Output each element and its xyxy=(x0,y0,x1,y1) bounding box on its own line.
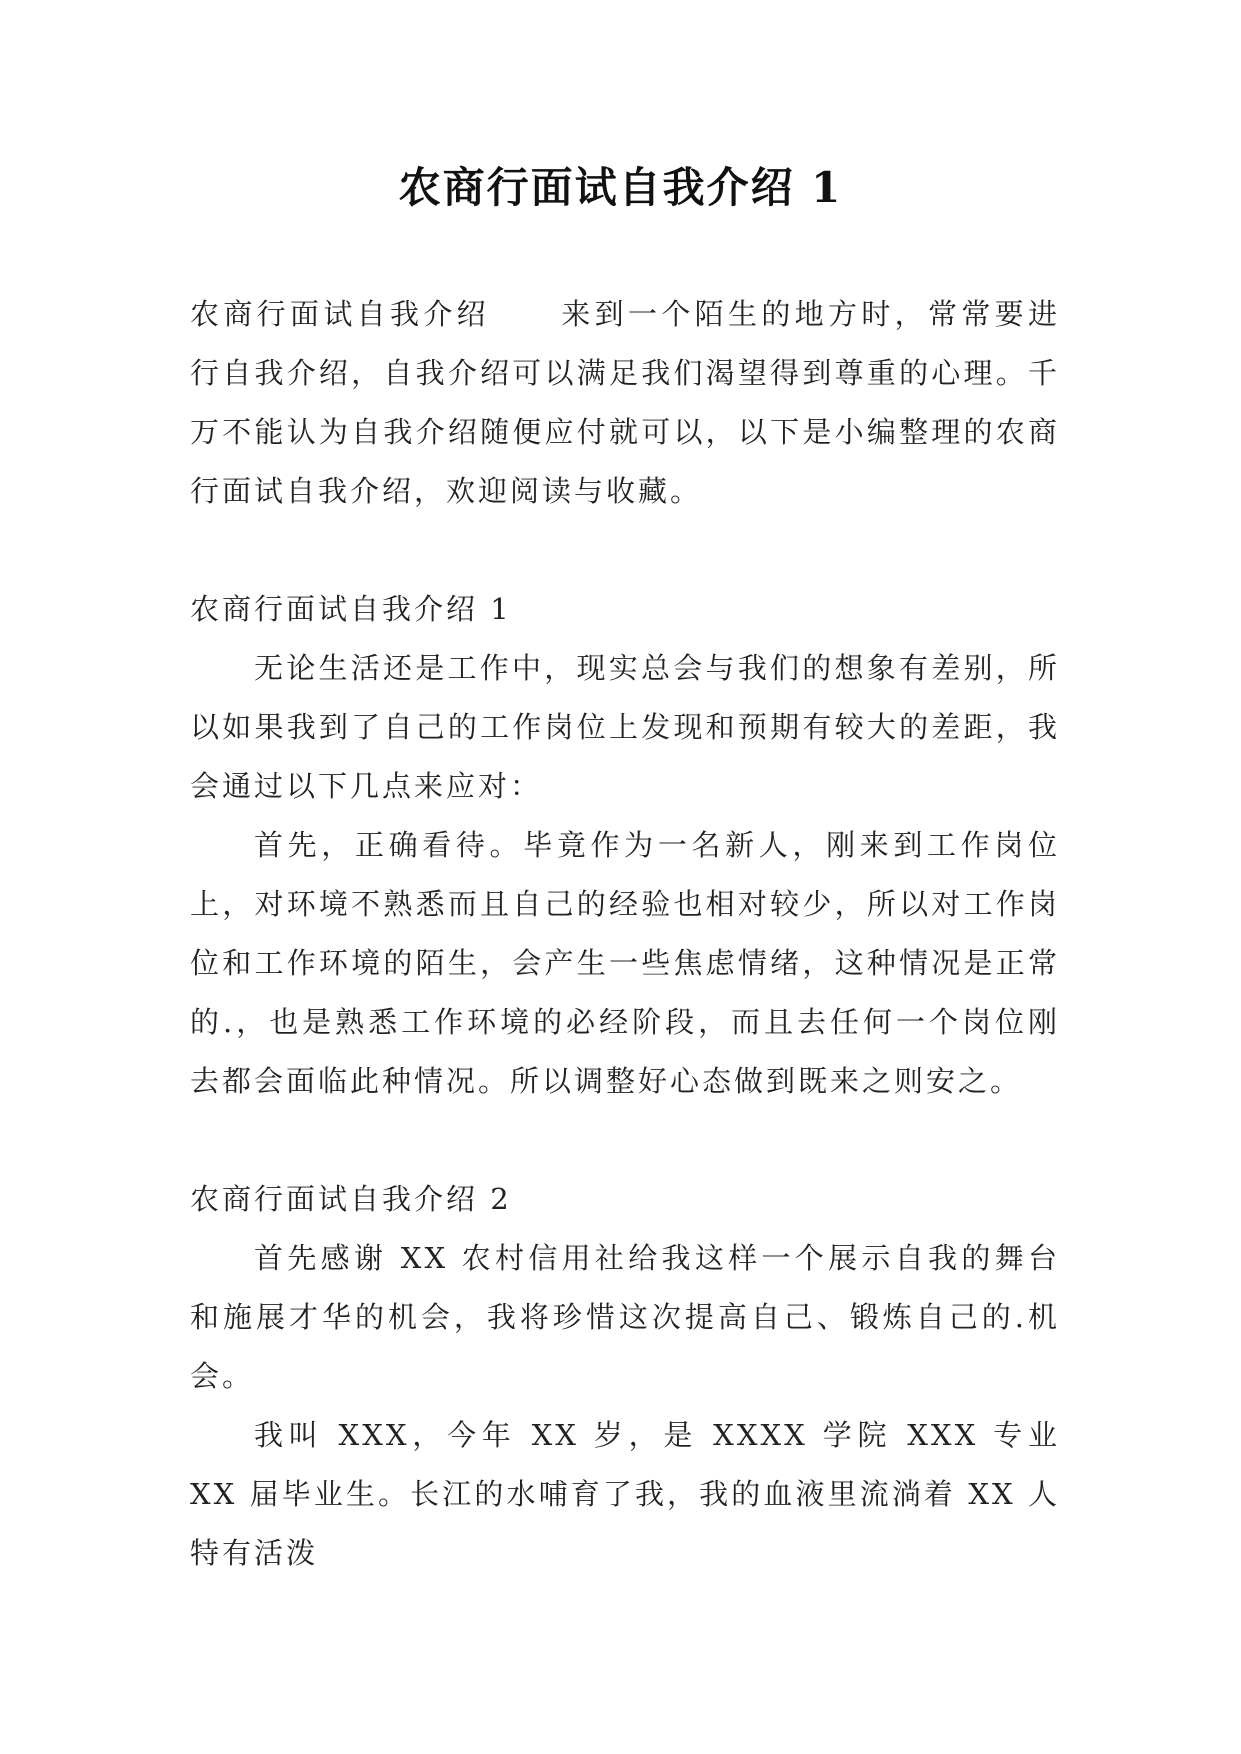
intro-lead: 农商行面试自我介绍 xyxy=(190,297,490,331)
section-2-heading: 农商行面试自我介绍 2 xyxy=(190,1182,512,1216)
document-body xyxy=(190,285,1060,1583)
section-1-paragraph-2: 首先，正确看待。毕竟作为一名新人，刚来到工作岗位上，对环境不熟悉而且自己的经验也相对较少，所以对工作岗位和工作环境的陌生，会产生一些焦虑情绪，这种情况是正常的.，也是熟悉工作环境的必经阶段，而且去任何一个岗位刚去都会面临此种情况。所以调整好心态做到既来之则安之。 xyxy=(190,828,1060,1098)
document-title: 农商行面试自我介绍 1 xyxy=(398,163,843,212)
section-2-paragraph-1: 首先感谢 XX 农村信用社给我这样一个展示自我的舞台和施展才华的机会，我将珍惜这次提高自己、锻炼自己的.机会。 xyxy=(190,1241,1060,1393)
section-2-paragraph-2: 我叫 XXX，今年 XX 岁，是 XXXX 学院 XXX 专业 XX 届毕业生。长江的水哺育了我，我的血液里流淌着 XX 人特有活泼 xyxy=(190,1418,1060,1570)
section-1-paragraph-1: 无论生活还是工作中，现实总会与我们的想象有差别，所以如果我到了自己的工作岗位上发现和预期有较大的差距，我会通过以下几点来应对： xyxy=(190,651,1060,803)
intro-paragraph xyxy=(190,285,1060,521)
intro-text: 来到一个陌生的地方时，常常要进行自我介绍，自我介绍可以满足我们渴望得到尊重的心理。千万不能认为自我介绍随便应付就可以，以下是小编整理的农商行面试自我介绍，欢迎阅读与收藏。 xyxy=(190,297,1060,508)
section-spacer xyxy=(190,521,1060,580)
section-spacer xyxy=(190,1111,1060,1170)
section-1-heading: 农商行面试自我介绍 1 xyxy=(190,592,512,626)
